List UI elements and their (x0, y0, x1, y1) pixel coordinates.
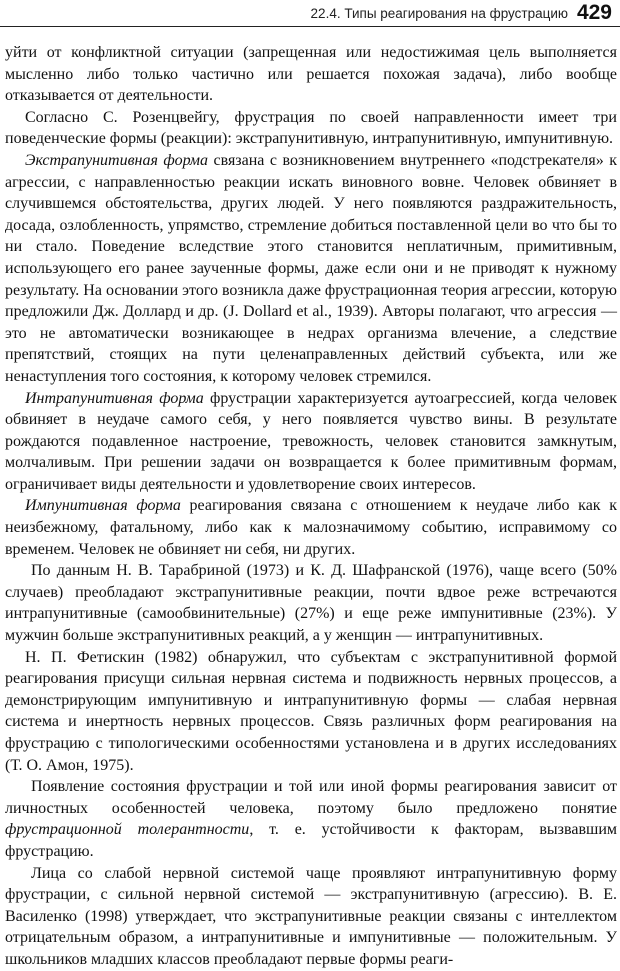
section-title: 22.4. Типы реагирования на фрустрацию (310, 6, 568, 21)
paragraph: Н. П. Фетискин (1982) обнаружил, что субъектам с экстрапунитивной формой реагирования присущи сильная нервная система и подвижность нервных процессов, а демонстрирующим импунитивную и интрапунитивную формы — слабая нервная система и инертность нервных процессов. Связь различных форм реагирования на фрустрацию с типологическими особенностями установлена и в других исследованиях (Т. О. Амон, 1975). (5, 648, 617, 774)
term-intrapunitive: Интрапунитивная форма (25, 389, 204, 407)
running-header (0, 0, 620, 27)
page-number: 429 (576, 1, 612, 24)
body-text (5, 42, 617, 971)
paragraph: уйти от конфликтной ситуации (запрещенная или недостижимая цель выполняется мысленно либо только частично или решается похожая задача), либо вообще отказывается от деятельности. (5, 44, 617, 105)
term-frustration-tolerance: фрустрационной толерантности (5, 821, 250, 839)
paragraph: По данным Н. В. Тарабриной (1973) и К. Д. Шафранской (1976), чаще всего (50% случаев) преобладают экстрапунитивные реакции, почти вдвое реже встречаются интрапунитивные (самообвинительные) (27%) и еще реже импунитивные (23%). У мужчин больше экстрапунитивных реакций, а у женщин — интрапунитивных. (5, 562, 617, 645)
paragraph: Согласно С. Розенцвейгу, фрустрация по своей направленности имеет три поведенческие формы (реакции): экстрапунитивную, интрапунитивную, импунитивную. (5, 108, 617, 148)
paragraph: Появление состояния фрустрации и той или иной формы реагирования зависит от личностных особенностей человека, поэтому было предложено понятие фрустрационной толерантности, т. е. устойчивости к факторам, вызвавшим фрустрацию. (5, 778, 618, 860)
term-extrapunitive: Экстрапунитивная форма (25, 151, 208, 169)
paragraph: Экстрапунитивная форма связана с возникновением внутреннего «подстрекателя» к агрессии, с направленностью реакции искать виновного вовне. Человек обвиняет в случившемся обстоятельства, других людей. У него появляются раздражительность, досада, озлобленность, упрямство, стремление добиться поставленной цели во что бы то ни стало. Поведение вследствие этого становится неплатичным, примитивным, использующего его ранее заученные формы, даже если они и не приводят к нужному результату. На основании этого возникла даже фрустрационная теория агрессии, которую предложили Дж. Доллард и др. (J. Dollard et al., 1939). Авторы полагают, что агрессия — это не автоматически возникающее в недрах организма влечение, а следствие препятствий, стоящих на пути целенаправленных действий субъекта, или же ненаступления того состояния, к которому человек стремился. (5, 151, 618, 385)
paragraph: Интрапунитивная форма фрустрации характеризуется аутоагрессией, когда человек обвиняет в неудаче самого себя, у него появляется чувство вины. В результате рождаются подавленное настроение, тревожность, человек становится замкнутым, молчаливым. При решении задачи он возвращается к более примитивным формам, ограничивает виды деятельности и удовлетворение своих интересов. (5, 389, 617, 493)
paragraph: Лица со слабой нервной системой чаще проявляют интрапунитивную форму фрустрации, с сильной нервной системой — экстрапунитивную (агрессию). В. Е. Василенко (1998) утверждает, что экстрапунитивные реакции связаны с интеллектом отрицательным образом, а интрапунитивные и импунитивные — положительным. У школьников младших классов преобладают первые формы реаги- (5, 864, 617, 968)
paragraph: Импунитивная форма реагирования связана с отношением к неудаче либо как к неизбежному, фатальному, либо как к малозначимому событию, исправимому со временем. Человек не обвиняет ни себя, ни других. (5, 497, 617, 558)
term-impunitive: Импунитивная форма (25, 497, 181, 515)
